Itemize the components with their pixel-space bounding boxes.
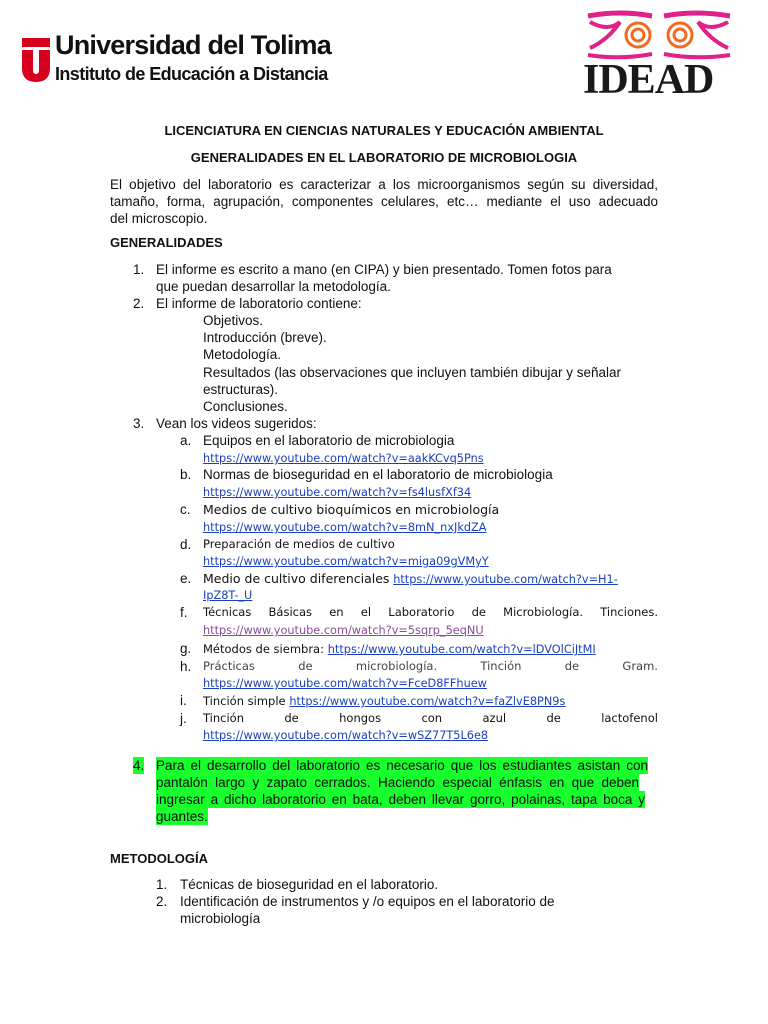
video-j-word: con [421, 711, 443, 725]
item-3-number: 3. [133, 416, 145, 431]
video-b-letter: b. [180, 467, 192, 482]
content-estructuras: estructuras). [203, 382, 279, 397]
item-2-number: 2. [133, 296, 145, 311]
video-e-row [203, 570, 618, 588]
video-g-letter: g. [180, 641, 192, 656]
video-i-letter: i. [180, 693, 187, 708]
item-1-number: 1. [133, 262, 145, 277]
content-conclusiones: Conclusiones. [203, 399, 288, 414]
video-j-word: de [284, 711, 299, 725]
intro-line-3: del microscopio. [110, 211, 208, 226]
item-4-number: 4. [133, 758, 145, 773]
video-e-link-continued[interactable]: IpZ8T-_U [203, 589, 253, 602]
video-i-link[interactable]: https://www.youtube.com/watch?v=faZlvE8PN9s [289, 695, 566, 708]
program-title: LICENCIATURA EN CIENCIAS NATURALES Y EDUCACIÓN AMBIENTAL [164, 123, 604, 138]
video-j-word: de [546, 711, 561, 725]
video-f-word: Básicas [268, 605, 313, 619]
video-f-link[interactable]: https://www.youtube.com/watch?v=5sqrp_5eqNU [203, 624, 484, 637]
video-f-word: Laboratorio [388, 605, 455, 619]
university-name: Universidad del Tolima [55, 30, 331, 60]
institute-name: Instituto de Educación a Distancia [55, 64, 328, 84]
video-h-letter: h. [180, 659, 192, 674]
universidad-del-tolima-logo-icon [22, 38, 50, 82]
metodologia-2-number: 2. [156, 894, 168, 909]
video-f-word: el [360, 605, 372, 619]
video-j-word: azul [482, 711, 507, 725]
video-j-word: lactofenol [601, 711, 658, 725]
video-f-word: de [471, 605, 486, 619]
video-g-title: Métodos de siembra: [203, 642, 324, 656]
video-f-letter: f. [180, 605, 188, 620]
video-e-letter: e. [180, 571, 192, 586]
item-4-line-3: ingresar a dicho laboratorio en bata, deben llevar gorro, polainas, tapa boca y [156, 792, 645, 807]
video-h-word: Gram. [622, 659, 658, 673]
item-4-line-4: guantes. [156, 809, 208, 824]
video-j-letter: j. [180, 711, 187, 726]
video-a-letter: a. [180, 433, 192, 448]
video-a-title: Equipos en el laboratorio de microbiologia [203, 433, 455, 448]
video-f-word: Tinciones. [600, 605, 658, 619]
video-h-title [203, 658, 658, 675]
video-g-link[interactable]: https://www.youtube.com/watch?v=lDVOlCiJtMI [327, 643, 596, 656]
intro-line-2: tamaño, forma, agrupación, componentes celulares, etc… mediante el uso adecuado [110, 194, 658, 209]
video-c-link[interactable]: https://www.youtube.com/watch?v=8mN_nxJkdZA [203, 521, 487, 534]
content-metodologia: Metodología. [203, 347, 282, 362]
video-i-title: Tinción simple [203, 694, 286, 708]
video-j-word: hongos [339, 711, 382, 725]
video-h-word: de [298, 659, 313, 673]
intro-line-1: El objetivo del laboratorio es caracterizar a los microorganismos según su diversidad, [110, 177, 658, 192]
metodologia-1-number: 1. [156, 877, 168, 892]
video-g-row [203, 640, 596, 658]
item-4-line-2: pantalón largo y zapato cerrados. Haciendo especial énfasis en que deben [156, 775, 639, 790]
metodologia-1-text: Técnicas de bioseguridad en el laboratorio. [180, 877, 439, 892]
video-e-title: Medio de cultivo diferenciales [203, 571, 390, 586]
video-f-word: Técnicas [203, 605, 252, 619]
content-objetivos: Objetivos. [203, 313, 264, 328]
video-d-title: Preparación de medios de cultivo [203, 537, 395, 551]
video-e-link[interactable]: https://www.youtube.com/watch?v=H1- [393, 573, 618, 586]
video-f-word: en [329, 605, 344, 619]
content-introduccion: Introducción (breve). [203, 330, 327, 345]
video-f-title [203, 604, 658, 621]
metodologia-2-line-2: microbiología [180, 911, 261, 926]
video-b-title: Normas de bioseguridad en el laboratorio de microbiologia [203, 467, 553, 482]
video-h-word: Tinción [480, 659, 522, 673]
video-j-link[interactable]: https://www.youtube.com/watch?v=wSZ77T5L6e8 [203, 729, 489, 742]
video-c-letter: c. [180, 502, 191, 517]
video-h-link[interactable]: https://www.youtube.com/watch?v=FceD8FFhuew [203, 677, 487, 690]
video-d-letter: d. [180, 537, 192, 552]
item-3-text: Vean los videos sugeridos: [156, 416, 317, 431]
video-a-link[interactable]: https://www.youtube.com/watch?v=aakKCvq5Pns [203, 452, 484, 465]
item-1-line-1: El informe es escrito a mano (en CIPA) y bien presentado. Tomen fotos para [156, 262, 612, 277]
idead-logo-text: IDEAD [583, 57, 714, 103]
video-j-title [203, 710, 658, 727]
document-header [0, 0, 768, 115]
item-1-line-2: que puedan desarrollar la metodología. [156, 279, 391, 294]
video-h-word: microbiología. [355, 659, 438, 673]
section-generalidades: GENERALIDADES [110, 235, 223, 250]
metodologia-2-line-1: Identificación de instrumentos y /o equipos en el laboratorio de [180, 894, 555, 909]
item-2-text: El informe de laboratorio contiene: [156, 296, 362, 311]
video-j-word: Tinción [203, 711, 244, 725]
item-4-line-1: Para el desarrollo del laboratorio es necesario que los estudiantes asistan con [156, 758, 648, 773]
video-h-word: Prácticas [203, 659, 255, 673]
video-b-link[interactable]: https://www.youtube.com/watch?v=fs4lusfXf34 [203, 486, 472, 499]
section-metodologia: METODOLOGÍA [110, 851, 208, 866]
video-c-title: Medios de cultivo bioquímicos en microbiología [203, 502, 500, 517]
video-h-word: de [564, 659, 580, 673]
document-title: GENERALIDADES EN EL LABORATORIO DE MICROBIOLOGIA [190, 150, 578, 165]
video-i-row [203, 692, 565, 710]
video-f-word: Microbiología. [503, 605, 584, 619]
video-d-link[interactable]: https://www.youtube.com/watch?v=miga09gVMyY [203, 555, 489, 568]
content-resultados: Resultados (las observaciones que incluyen también dibujar y señalar [203, 365, 621, 380]
